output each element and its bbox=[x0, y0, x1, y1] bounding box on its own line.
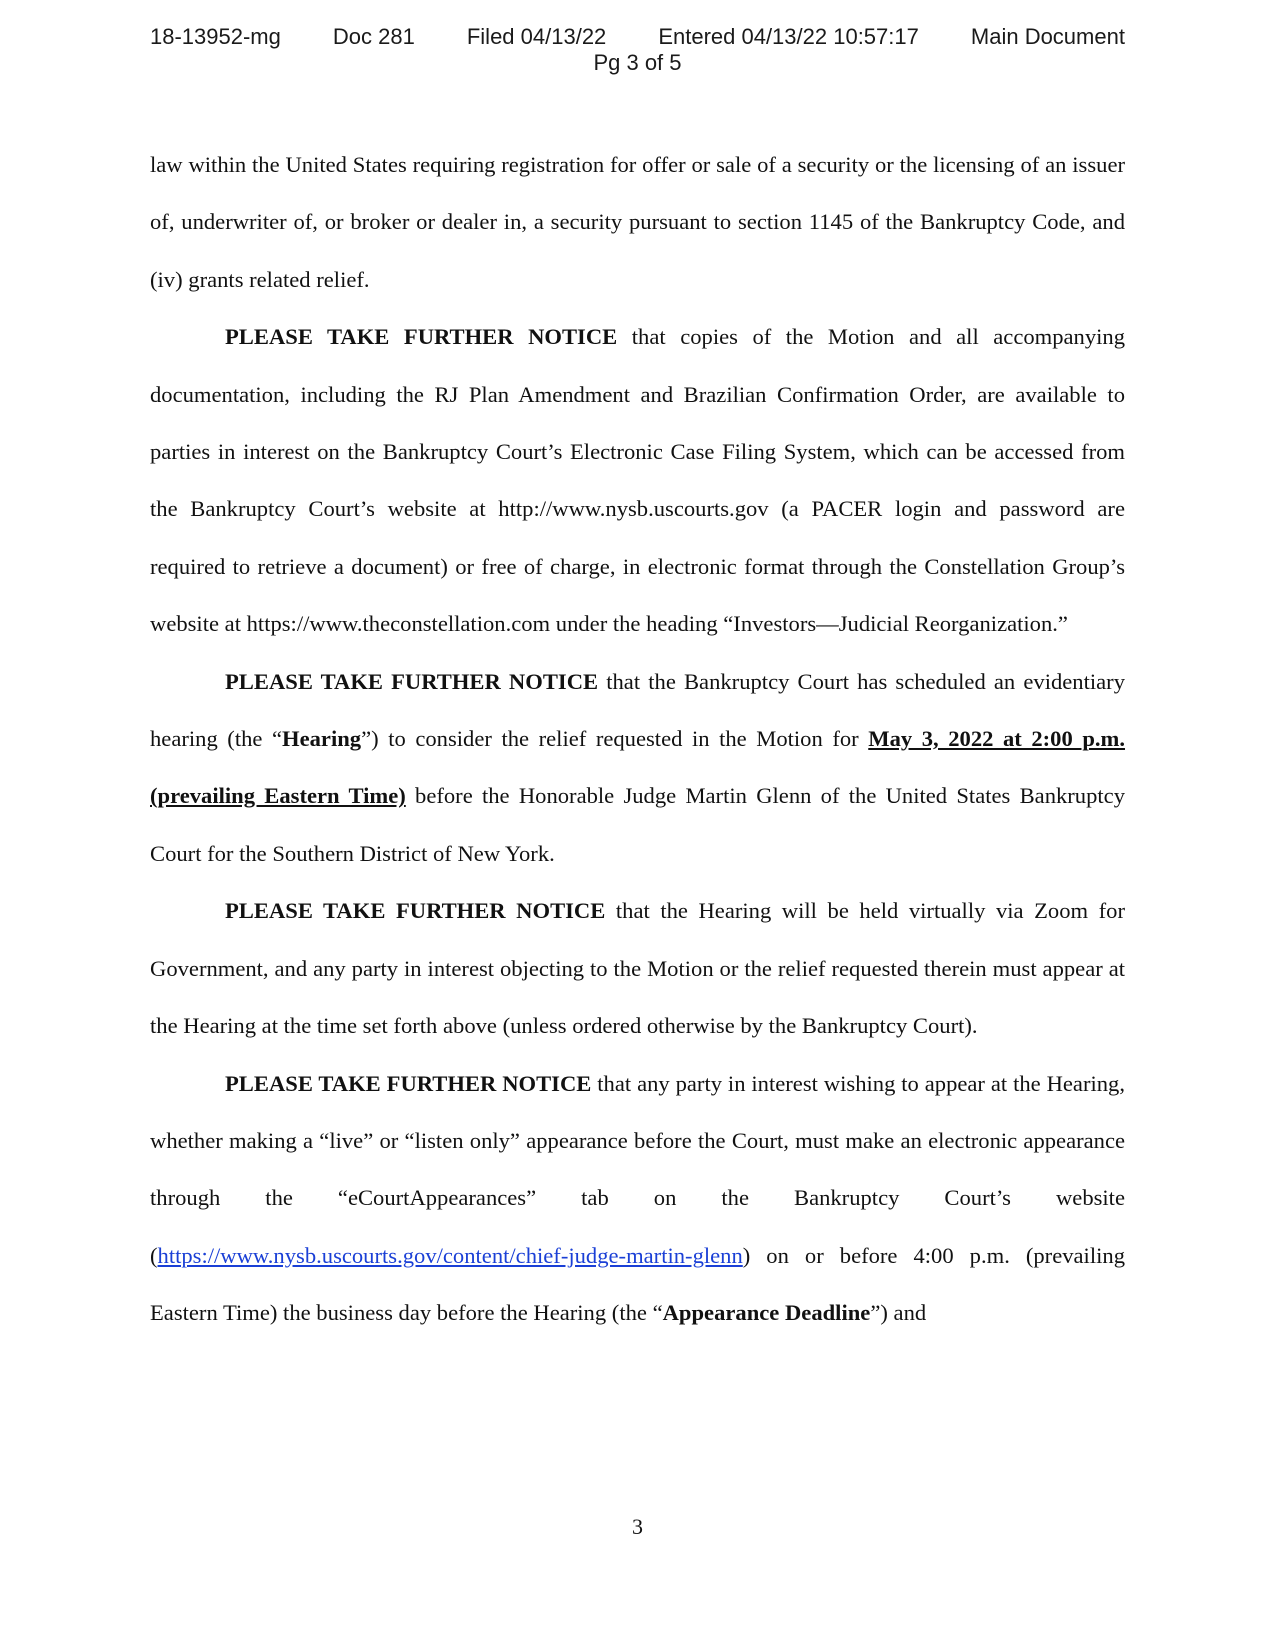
court-website-link[interactable]: https://www.nysb.uscourts.gov/content/chief-judge-martin-glenn bbox=[157, 1242, 743, 1268]
paragraph-text: ) on or before 4:00 p.m. (prevailing Eastern Time) the business day before the Hearing (the “ bbox=[150, 1242, 1125, 1326]
paragraph bbox=[150, 308, 1125, 652]
paragraph bbox=[150, 136, 1125, 308]
entered-date: Entered 04/13/22 10:57:17 bbox=[658, 24, 919, 49]
paragraph-text: ”) and bbox=[870, 1300, 927, 1326]
document-type: Main Document bbox=[970, 24, 1125, 49]
hearing-date: May 3, 2022 at 2:00 p.m. (prevailing Eastern Time) bbox=[150, 726, 1126, 809]
paragraph-text: that copies of the Motion and all accompanying documentation, including the RJ Plan Amendment and Brazilian Confirmation Order, are available to parties in interest on the Bankruptcy Court’s Electronic Case Filing System, which can be accessed from the Bankruptcy Court’s website at http://www.nysb.uscourts.gov (a PACER login and password are required to retrieve a document) or free of charge, in electronic format through the Constellation Group’s website at https://www.theconstellation.com under the heading “Investors—Judicial Reorganization.” bbox=[150, 324, 1126, 637]
defined-term: Hearing bbox=[282, 726, 362, 752]
document-body bbox=[150, 136, 1125, 1342]
paragraph-text: that any party in interest wishing to appear at the Hearing, whether making a “live” or “listen only” appearance before the Court, must make an electronic appearance through the “eCourtAppearances” tab on the Bankruptcy Court’s website ( bbox=[150, 1070, 1125, 1268]
case-number: 18-13952-mg bbox=[150, 24, 281, 49]
paragraph bbox=[150, 882, 1125, 1054]
doc-number: Doc 281 bbox=[332, 24, 415, 49]
paragraph bbox=[150, 653, 1125, 883]
notice-lead: PLEASE TAKE FURTHER NOTICE bbox=[225, 1070, 592, 1096]
filed-date: Filed 04/13/22 bbox=[466, 24, 607, 49]
notice-lead: PLEASE TAKE FURTHER NOTICE bbox=[225, 324, 618, 350]
paragraph bbox=[150, 1055, 1125, 1342]
paragraph-text: ”) to consider the relief requested in the Motion for bbox=[361, 726, 869, 752]
paragraph-text: that the Hearing will be held virtually via Zoom for Government, and any party in interest objecting to the Motion or the relief requested therein must appear at the Hearing at the time set forth above (unless ordered otherwise by the Bankruptcy Court). bbox=[150, 898, 1126, 1039]
page-number: 3 bbox=[632, 1514, 643, 1539]
notice-lead: PLEASE TAKE FURTHER NOTICE bbox=[225, 898, 606, 924]
paragraph-text: before the Honorable Judge Martin Glenn of the United States Bankruptcy Court for the Southern District of New York. bbox=[150, 783, 1126, 866]
paragraph-text: that the Bankruptcy Court has scheduled an evidentiary hearing (the “ bbox=[150, 668, 1125, 752]
paragraph-text: law within the United States requiring registration for offer or sale of a security or the licensing of an issuer of, underwriter of, or broker or dealer in, a security pursuant to section 1145 of the Bankruptcy Code, and (iv) grants related relief. bbox=[150, 152, 1125, 292]
notice-lead: PLEASE TAKE FURTHER NOTICE bbox=[225, 668, 599, 694]
ecf-header-line bbox=[150, 24, 1125, 50]
page-label: Pg 3 of 5 bbox=[593, 50, 682, 75]
defined-term: Appearance Deadline bbox=[662, 1300, 871, 1326]
ecf-header bbox=[150, 24, 1125, 76]
